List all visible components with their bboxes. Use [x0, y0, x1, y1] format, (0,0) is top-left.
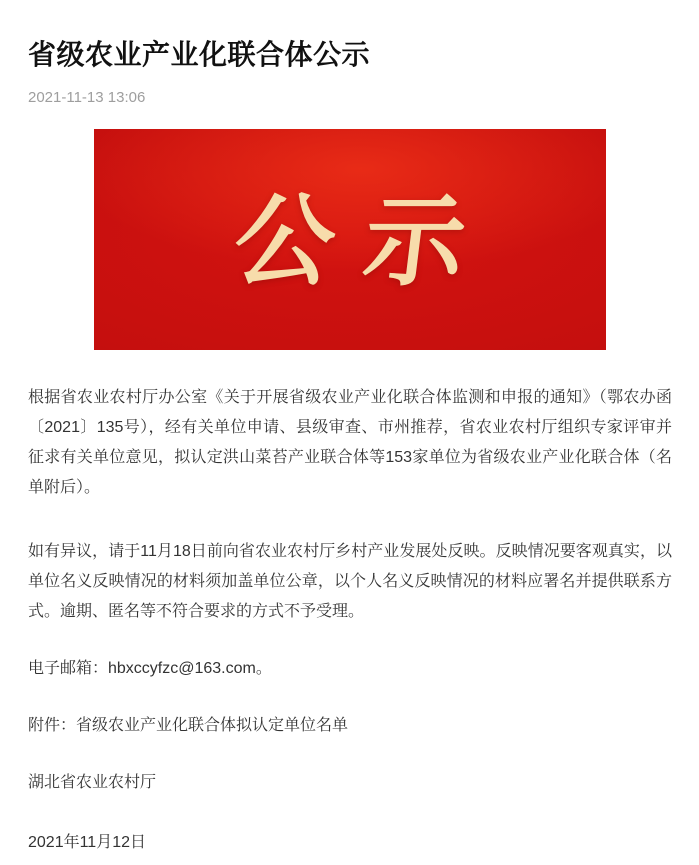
page-title: 省级农业产业化联合体公示: [28, 39, 371, 70]
article-body: [28, 383, 672, 858]
paragraph-attachment: 附件：省级农业产业化联合体拟认定单位名单: [28, 717, 349, 734]
banner-text: 公示: [227, 185, 502, 298]
notice-banner-image: [94, 129, 606, 350]
paragraph-notice-body: 根据省农业农村厅办公室《关于开展省级农业产业化联合体监测和申报的通知》（鄂农办函〔2021〕135号），经有关单位申请、县级审查、市州推荐，省农业农村厅组织专家评审并征求有关单位意见，拟认定洪山菜苔产业联合体等153家单位为省级农业产业化联合体（名单附后）。: [28, 389, 672, 496]
paragraph-issue-date: 2021年11月12日: [28, 834, 147, 851]
paragraph-objection-instructions: 如有异议，请于11月18日前向省农业农村厅乡村产业发展处反映。反映情况要客观真实，以单位名义反映情况的材料须加盖单位公章，以个人名义反映情况的材料应署名并提供联系方式。逾期、匿名等不符合要求的方式不予受理。: [28, 543, 672, 620]
publish-date: 2021-11-13 13:06: [28, 89, 146, 106]
paragraph-email: 电子邮箱：hbxccyfzc@163.com。: [28, 660, 272, 677]
paragraph-issuer: 湖北省农业农村厅: [28, 774, 157, 791]
